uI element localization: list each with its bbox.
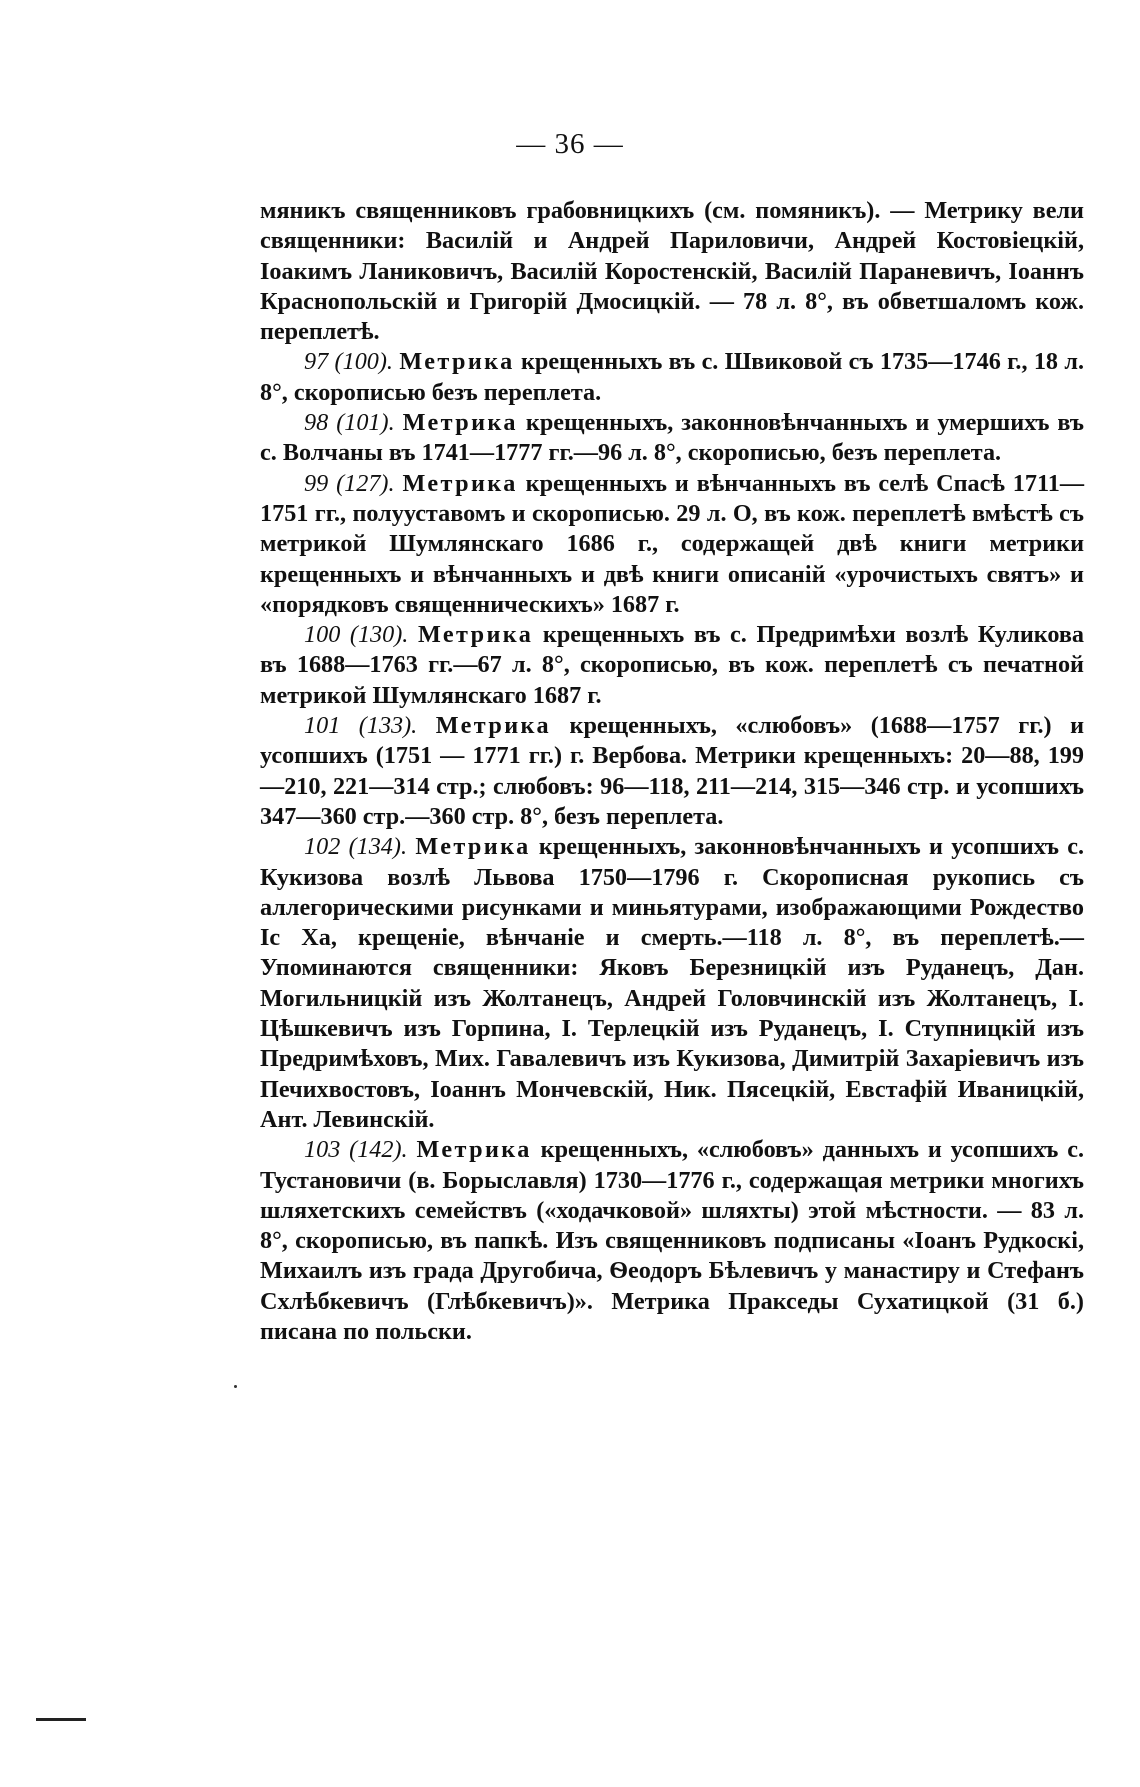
entry-text: крещенныхъ въ с. Швиковой съ 1735—1746 г., 18 л. 8°, скорописью безъ переплета. (260, 348, 1084, 406)
entry-title: Метрика (402, 409, 518, 437)
paragraph-continuation (260, 196, 1084, 347)
page-text (260, 196, 1084, 1347)
entry-text: крещенныхъ, законновѣнчанныхъ и усопшихъ с. Кукизова возлѣ Львова 1750—1796 г. Скорописная рукопись съ аллегорическими рисунками и миньятурами, изображающими Рождество Іс Ха, крещеніе, вѣнчаніе и смерть.—118 л. 8°, въ переплетѣ.—Упоминаются священники: Яковъ Березницкій изъ Руданецъ, Дан. Могильницкій изъ Жолтанецъ, Андрей Головчинскій изъ Жолтанецъ, І. Цѣшкевичъ изъ Горпина, І. Терлецкій изъ Руданецъ, І. Ступницкій изъ Предримѣховъ, Мих. Гавалевичъ изъ Кукизова, Димитрій Захаріевичъ изъ Печихвостовъ, Іоаннъ Мончевскій, Ник. Пясецкій, Евстафій Иваницкій, Ант. Левинскій. (260, 833, 1085, 1133)
entry-98 (260, 408, 1084, 469)
entry-97 (260, 347, 1084, 408)
entry-title: Метрика (416, 1136, 532, 1164)
entry-number: 103 (142). (304, 1136, 408, 1164)
entry-number: 97 (100). (304, 348, 393, 376)
entry-number: 99 (127). (304, 469, 395, 497)
entry-title: Метрика (418, 621, 534, 649)
entry-102 (260, 832, 1084, 1135)
entry-103 (260, 1135, 1084, 1347)
entry-title: Метрика (402, 469, 518, 497)
entry-title: Метрика (435, 712, 552, 740)
entry-number: 100 (130). (304, 621, 409, 649)
page-number: — 36 — (516, 128, 624, 160)
entry-number: 101 (133). (304, 712, 418, 740)
entry-number: 98 (101). (304, 409, 395, 437)
margin-mark (36, 1718, 86, 1721)
scan-speck (234, 1385, 237, 1388)
entry-text: крещенныхъ и вѣнчанныхъ въ селѣ Спасѣ 1711—1751 гг., полууставомъ и скорописью. 29 л. О, въ кож. переплетѣ вмѣстѣ съ метрикой Шумлянскаго 1686 г., содержащей двѣ книги метрики крещенныхъ и вѣнчанныхъ и двѣ книги описаній «урочистыхъ святъ» и «порядковъ священническихъ» 1687 г. (260, 469, 1085, 618)
entry-text: крещенныхъ, «слюбовъ» (1688—1757 гг.) и усопшихъ (1751 — 1771 гг.) г. Вербова. Метрики крещенныхъ: 20—88, 199—210, 221—314 стр.; слюбовъ: 96—118, 211—214, 315—346 стр. и усопшихъ 347—360 стр.—360 стр. 8°, безъ переплета. (260, 712, 1085, 830)
entry-text: крещенныхъ въ с. Предримѣхи возлѣ Куликова въ 1688—1763 гг.—67 л. 8°, скорописью, въ кож. переплетѣ съ печатной метрикой Шумлянскаго 1687 г. (260, 621, 1085, 709)
entry-number: 102 (134). (304, 833, 408, 861)
entry-text: крещенныхъ, законновѣнчанныхъ и умершихъ въ с. Волчаны въ 1741—1777 гг.—96 л. 8°, скорописью, безъ переплета. (260, 409, 1084, 467)
entry-text: крещенныхъ, «слюбовъ» данныхъ и усопшихъ с. Тустановичи (в. Борыславля) 1730—1776 г., содержащая метрики многихъ шляхетскихъ семействъ («ходачковой» шляхты) этой мѣстности. — 83 л. 8°, скорописью, въ папкѣ. Изъ священниковъ подписаны «Іоанъ Рудкоскі, Михаилъ изъ града Другобича, Ѳеодоръ Бѣлевичъ у манастиру и Стефанъ Схлѣбкевичъ (Глѣбкевичъ)». Метрика Пракседы Сухатицкой (31 б.) писана по польски. (260, 1136, 1085, 1345)
entry-99 (260, 469, 1084, 620)
paragraph-text: мяникъ священниковъ грабовницкихъ (см. помяникъ). — Метрику вели священники: Василій и Андрей Париловичи, Андрей Костовіецкій, Іоакимъ Ланиковичъ, Василій Коростенскій, Василій Параневичъ, Іоаннъ Краснопольскій и Григорій Дмосицкій. — 78 л. 8°, въ обветшаломъ кож. переплетѣ. (260, 197, 1084, 346)
entry-100 (260, 620, 1084, 711)
entry-title: Метрика (415, 833, 531, 861)
entry-title: Метрика (399, 348, 515, 376)
entry-101 (260, 711, 1084, 832)
